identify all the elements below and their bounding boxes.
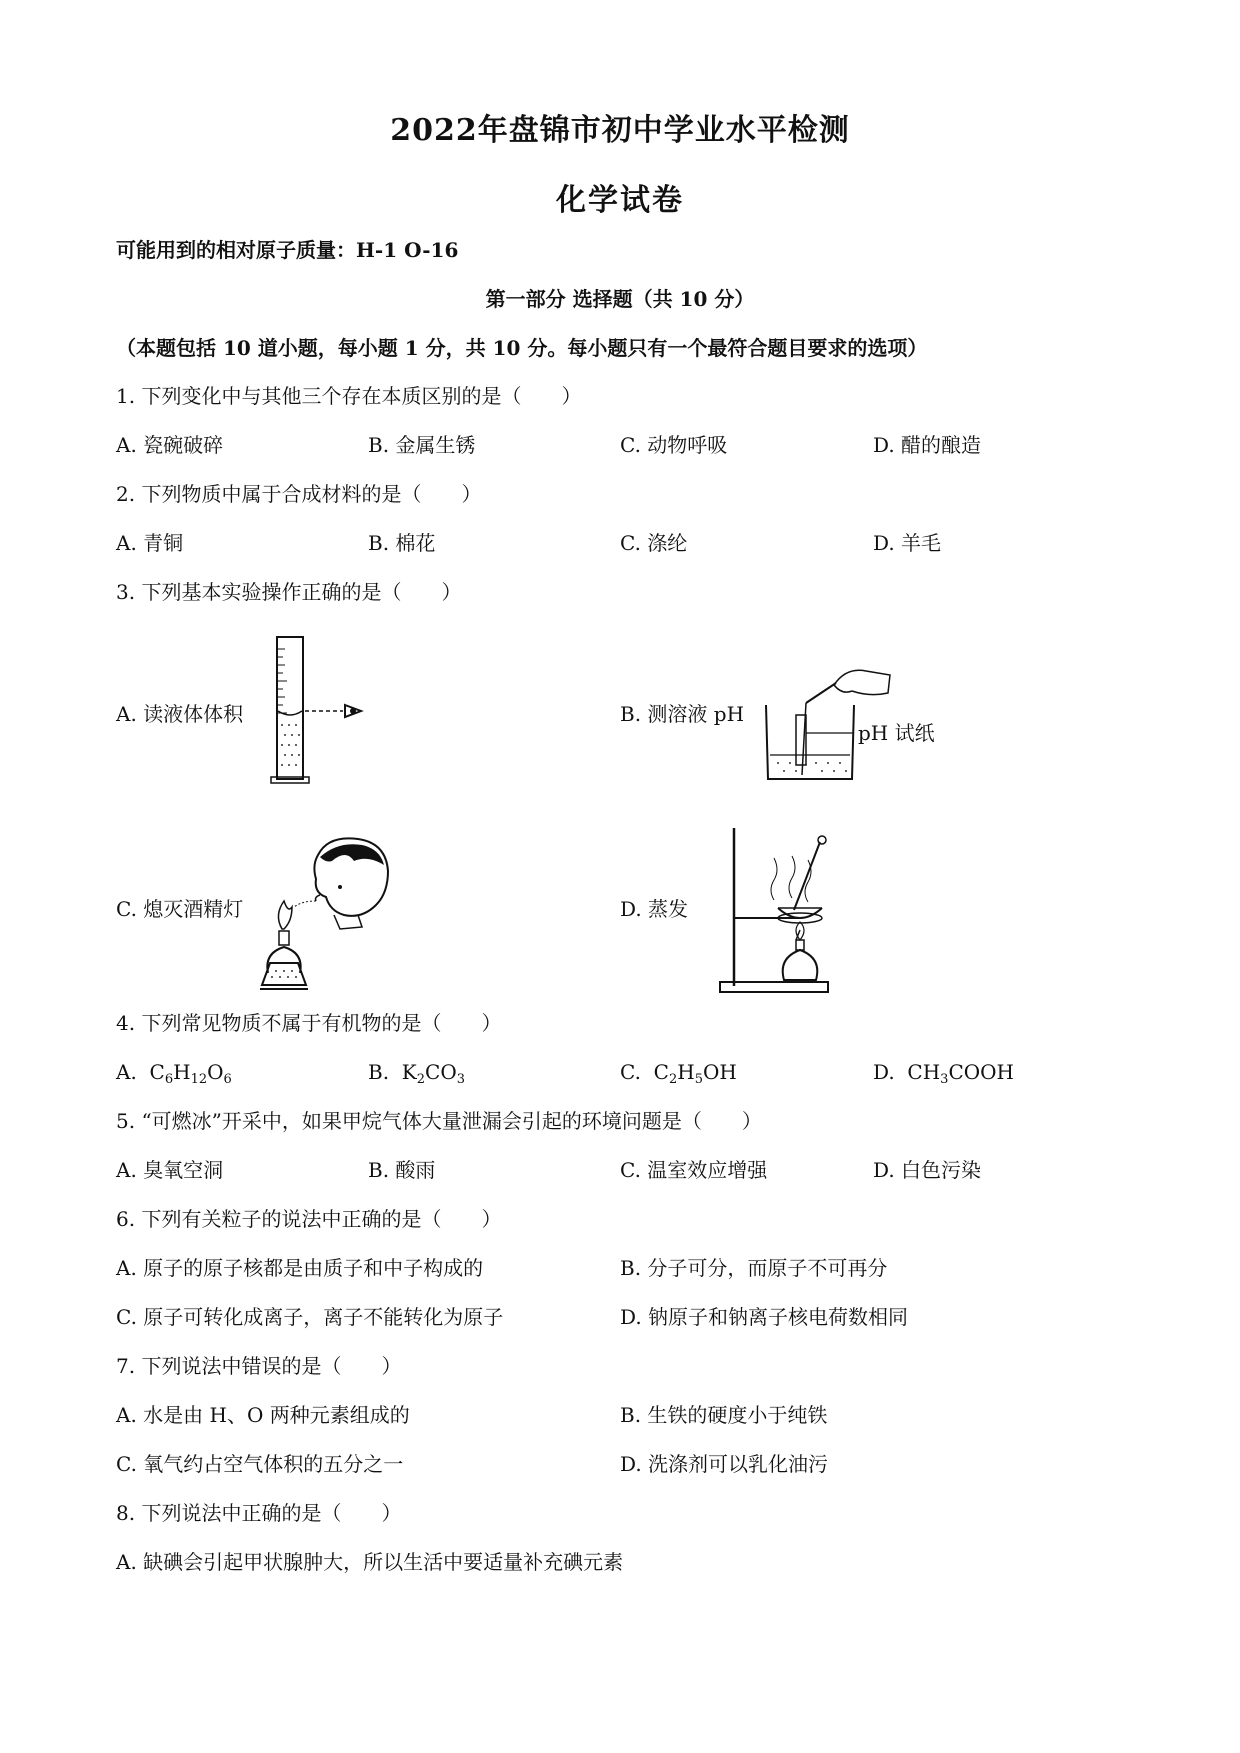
q7-option-c: C. 氧气约占空气体积的五分之一 <box>116 1452 404 1476</box>
ph-paper-label: pH 试纸 <box>858 721 935 745</box>
q5-option-a: A. 臭氧空洞 <box>116 1158 224 1182</box>
part1-heading: 第一部分 选择题（共 10 分） <box>485 287 755 311</box>
q2-stem: 2. 下列物质中属于合成材料的是（ ） <box>116 482 482 506</box>
q4-stem: 4. 下列常见物质不属于有机物的是（ ） <box>116 1011 502 1035</box>
q6-option-c: C. 原子可转化成离子，离子不能转化为原子 <box>116 1305 504 1329</box>
q3-stem: 3. 下列基本实验操作正确的是（ ） <box>116 580 462 604</box>
ph-test-figure <box>758 645 898 785</box>
part1-instruction: （本题包括 10 道小题，每小题 1 分，共 10 分。每小题只有一个最符合题目要求的选项） <box>116 336 928 360</box>
graduated-cylinder-figure <box>265 635 375 785</box>
q4-option-d: D. $CH_3COOH$ <box>873 1060 1014 1087</box>
q3-option-a: A. 读液体体积 <box>116 702 244 726</box>
q2-option-a: A. 青铜 <box>116 531 184 555</box>
q7-stem: 7. 下列说法中错误的是（ ） <box>116 1354 402 1378</box>
q5-option-d: D. 白色污染 <box>873 1158 982 1182</box>
q7-option-a: A. 水是由 H、O 两种元素组成的 <box>116 1403 410 1427</box>
q1-option-d: D. 醋的酿造 <box>873 433 982 457</box>
atomic-mass-note: 可能用到的相对原子质量：H-1 O-16 <box>116 238 459 262</box>
q2-option-b: B. 棉花 <box>368 531 436 555</box>
q2-option-d: D. 羊毛 <box>873 531 942 555</box>
evaporation-figure <box>712 822 842 997</box>
q6-option-a: A. 原子的原子核都是由质子和中子构成的 <box>116 1256 484 1280</box>
q8-stem: 8. 下列说法中正确的是（ ） <box>116 1501 402 1525</box>
q7-option-b: B. 生铁的硬度小于纯铁 <box>620 1403 828 1427</box>
q4-option-c: C. $C_2H_5OH$ <box>620 1060 737 1087</box>
q6-option-b: B. 分子可分，而原子不可再分 <box>620 1256 888 1280</box>
q1-stem: 1. 下列变化中与其他三个存在本质区别的是（ ） <box>116 384 582 408</box>
q1-option-c: C. 动物呼吸 <box>620 433 728 457</box>
q5-stem: 5. “可燃冰”开采中，如果甲烷气体大量泄漏会引起的环境问题是（ ） <box>116 1109 762 1133</box>
q1-option-b: B. 金属生锈 <box>368 433 476 457</box>
q3-option-b: B. 测溶液 pH <box>620 702 745 726</box>
q3-option-d: D. 蒸发 <box>620 897 689 921</box>
q6-stem: 6. 下列有关粒子的说法中正确的是（ ） <box>116 1207 502 1231</box>
exam-subtitle: 化学试卷 <box>556 183 684 218</box>
exam-title: 2022年盘锦市初中学业水平检测 <box>390 113 850 148</box>
q4-option-b: B. $K_2CO_3$ <box>368 1060 465 1087</box>
q2-option-c: C. 涤纶 <box>620 531 688 555</box>
q7-option-d: D. 洗涤剂可以乳化油污 <box>620 1452 829 1476</box>
q5-option-b: B. 酸雨 <box>368 1158 436 1182</box>
q3-option-c: C. 熄灭酒精灯 <box>116 897 244 921</box>
alcohol-lamp-figure <box>258 835 408 1000</box>
q4-option-a: A. $C_6H_{12}O_6$ <box>116 1060 232 1087</box>
q5-option-c: C. 温室效应增强 <box>620 1158 768 1182</box>
q1-option-a: A. 瓷碗破碎 <box>116 433 224 457</box>
q6-option-d: D. 钠原子和钠离子核电荷数相同 <box>620 1305 909 1329</box>
q8-option-a: A. 缺碘会引起甲状腺肿大，所以生活中要适量补充碘元素 <box>116 1550 624 1574</box>
